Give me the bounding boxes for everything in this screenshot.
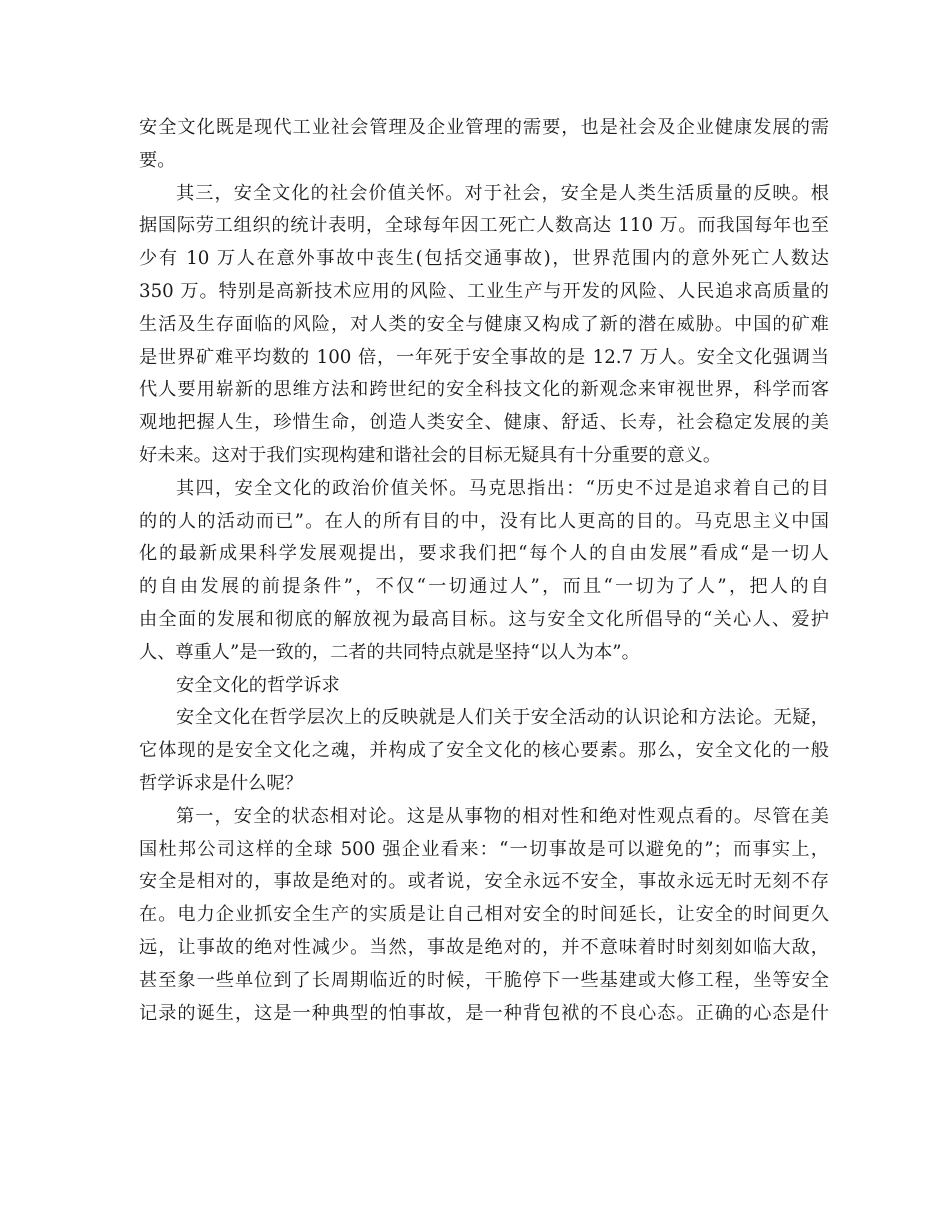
paragraph-start-line: 其四，安全文化的政治价值关怀。马克思指出：“历史不过是追求着自己的目 [176, 477, 829, 499]
text-line: 的的人的活动而已”。在人的所有目的中，没有比人更高的目的。马克思主义中国 [139, 510, 829, 532]
text-line: 要。 [139, 149, 176, 171]
text-line: 少有 10 万人在意外事故中丧生(包括交通事故)，世界范围内的意外死亡人数达 [139, 248, 829, 270]
text-line: 在。电力企业抓安全生产的实质是让自己相对安全的时间延长，让安全的时间更久 [139, 904, 829, 926]
text-line: 安全文化既是现代工业社会管理及企业管理的需要，也是社会及企业健康发展的需 [139, 117, 829, 138]
text-line: 哲学诉求是什么呢？ [139, 772, 303, 794]
text-line: 代人要用崭新的思维方法和跨世纪的安全科技文化的新观念来审视世界，科学而客 [139, 379, 829, 401]
text-line: 安全是相对的，事故是绝对的。或者说，安全永远不安全，事故永远无时无刻不存 [139, 871, 829, 893]
body-text [139, 112, 829, 1030]
text-line: 远，让事故的绝对性减少。当然，事故是绝对的，并不意味着时时刻刻如临大敌， [139, 936, 829, 958]
paragraph-start-line: 安全文化在哲学层次上的反映就是人们关于安全活动的认识论和方法论。无疑， [176, 707, 829, 729]
text-line: 是世界矿难平均数的 100 倍，一年死于安全事故的是 12.7 万人。安全文化强调当 [139, 346, 829, 368]
paragraph-start-line: 其三，安全文化的社会价值关怀。对于社会，安全是人类生活质量的反映。根 [176, 182, 829, 204]
text-line: 人、尊重人”是一致的，二者的共同特点就是坚持“以人为本”。 [139, 641, 640, 663]
text-line: 甚至象一些单位到了长周期临近的时候，干脆停下一些基建或大修工程，坐等安全 [139, 969, 829, 991]
section-heading: 安全文化的哲学诉求 [176, 674, 340, 696]
text-line: 国杜邦公司这样的全球 500 强企业看来：“一切事故是可以避免的”；而事实上， [139, 838, 829, 860]
paragraph-start-line: 第一，安全的状态相对论。这是从事物的相对性和绝对性观点看的。尽管在美 [176, 805, 829, 827]
text-line: 化的最新成果科学发展观提出，要求我们把“每个人的自由发展”看成“是一切人 [139, 543, 829, 565]
text-line: 生活及生存面临的风险，对人类的安全与健康又构成了新的潜在威胁。中国的矿难 [139, 313, 829, 335]
text-line: 它体现的是安全文化之魂，并构成了安全文化的核心要素。那么，安全文化的一般 [139, 740, 829, 762]
text-line: 据国际劳工组织的统计表明，全球每年因工死亡人数高达 110 万。而我国每年也至 [139, 215, 829, 237]
text-line: 由全面的发展和彻底的解放视为最高目标。这与安全文化所倡导的“关心人、爱护 [139, 608, 829, 630]
text-line: 观地把握人生，珍惜生命，创造人类安全、健康、舒适、长寿，社会稳定发展的美 [139, 412, 829, 434]
text-line: 好未来。这对于我们实现构建和谐社会的目标无疑具有十分重要的意义。 [139, 444, 722, 466]
text-line: 的自由发展的前提条件”，不仅“一切通过人”，而且“一切为了人”，把人的自 [139, 576, 829, 598]
text-line: 350 万。特别是高新技术应用的风险、工业生产与开发的风险、人民追求高质量的 [139, 280, 829, 302]
text-line: 记录的诞生，这是一种典型的怕事故，是一种背包袱的不良心态。正确的心态是什 [139, 1002, 829, 1024]
